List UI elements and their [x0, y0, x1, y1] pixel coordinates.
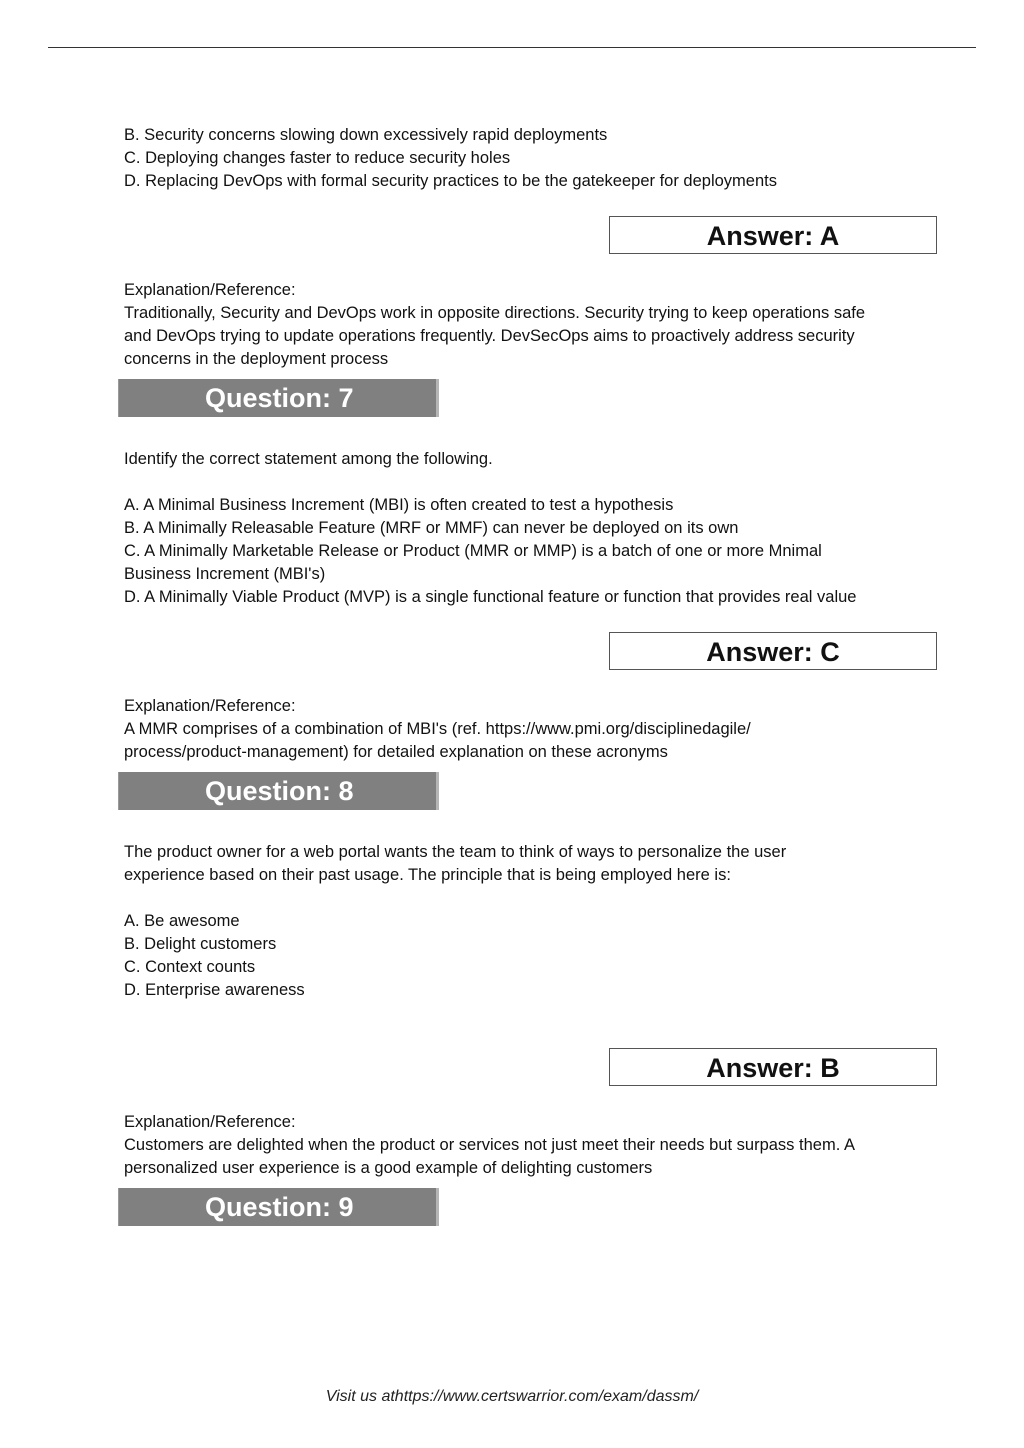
q8-option-a: A. Be awesome: [124, 912, 240, 930]
q7-header: [118, 379, 439, 417]
q8-option-d: D. Enterprise awareness: [124, 981, 305, 999]
q8-prompt-line-2: experience based on their past usage. The principle that is being employed here is:: [124, 866, 731, 884]
q7-option-c-cont: Business Increment (MBI's): [124, 565, 326, 583]
q8-header: [118, 772, 439, 810]
q8-explanation-line-1: Customers are delighted when the product or services not just meet their needs but surpass them. A: [124, 1136, 855, 1154]
q6-option-d: D. Replacing DevOps with formal security practices to be the gatekeeper for deployments: [124, 172, 777, 190]
q6-option-c: C. Deploying changes faster to reduce security holes: [124, 149, 511, 167]
q7-explanation-label: Explanation/Reference:: [124, 697, 296, 715]
q6-explanation-line-2: and DevOps trying to update operations frequently. DevSecOps aims to proactively address security: [124, 327, 855, 345]
q7-option-b: B. A Minimally Releasable Feature (MRF or MMF) can never be deployed on its own: [124, 519, 739, 537]
q8-option-c: C. Context counts: [124, 958, 256, 976]
q6-explanation-line-3: concerns in the deployment process: [124, 350, 389, 368]
q8-prompt-line-1: The product owner for a web portal wants the team to think of ways to personalize the user: [124, 843, 787, 861]
q7-option-c: C. A Minimally Marketable Release or Product (MMR or MMP) is a batch of one or more Mnimal: [124, 542, 822, 560]
q6-answer-box: Answer: A: [609, 216, 937, 254]
q6-option-b: B. Security concerns slowing down excessively rapid deployments: [124, 126, 608, 144]
q8-explanation-label: Explanation/Reference:: [124, 1113, 296, 1131]
q9-header-label: Question: 9: [205, 1192, 354, 1222]
q7-prompt: Identify the correct statement among the following.: [124, 450, 493, 468]
q7-option-d: D. A Minimally Viable Product (MVP) is a single functional feature or function that provides real value: [124, 588, 857, 606]
header-rule: [48, 47, 976, 48]
q7-header-label: Question: 7: [205, 383, 354, 413]
q6-explanation-line-1: Traditionally, Security and DevOps work in opposite directions. Security trying to keep operations safe: [124, 304, 866, 322]
q7-option-a: A. A Minimal Business Increment (MBI) is often created to test a hypothesis: [124, 496, 674, 514]
q8-header-label: Question: 8: [205, 776, 354, 806]
q8-answer-box: Answer: B: [609, 1048, 937, 1086]
q8-option-b: B. Delight customers: [124, 935, 277, 953]
q7-explanation-line-2: process/product-management) for detailed explanation on these acronyms: [124, 743, 668, 761]
q7-answer-box: Answer: C: [609, 632, 937, 670]
footer-visit-link[interactable]: Visit us athttps://www.certswarrior.com/exam/dassm/: [325, 1388, 699, 1405]
q7-explanation-line-1: A MMR comprises of a combination of MBI's (ref. https://www.pmi.org/disciplinedagile/: [124, 720, 751, 738]
q9-header: [118, 1188, 439, 1226]
q6-explanation-label: Explanation/Reference:: [124, 281, 296, 299]
q8-explanation-line-2: personalized user experience is a good example of delighting customers: [124, 1159, 653, 1177]
